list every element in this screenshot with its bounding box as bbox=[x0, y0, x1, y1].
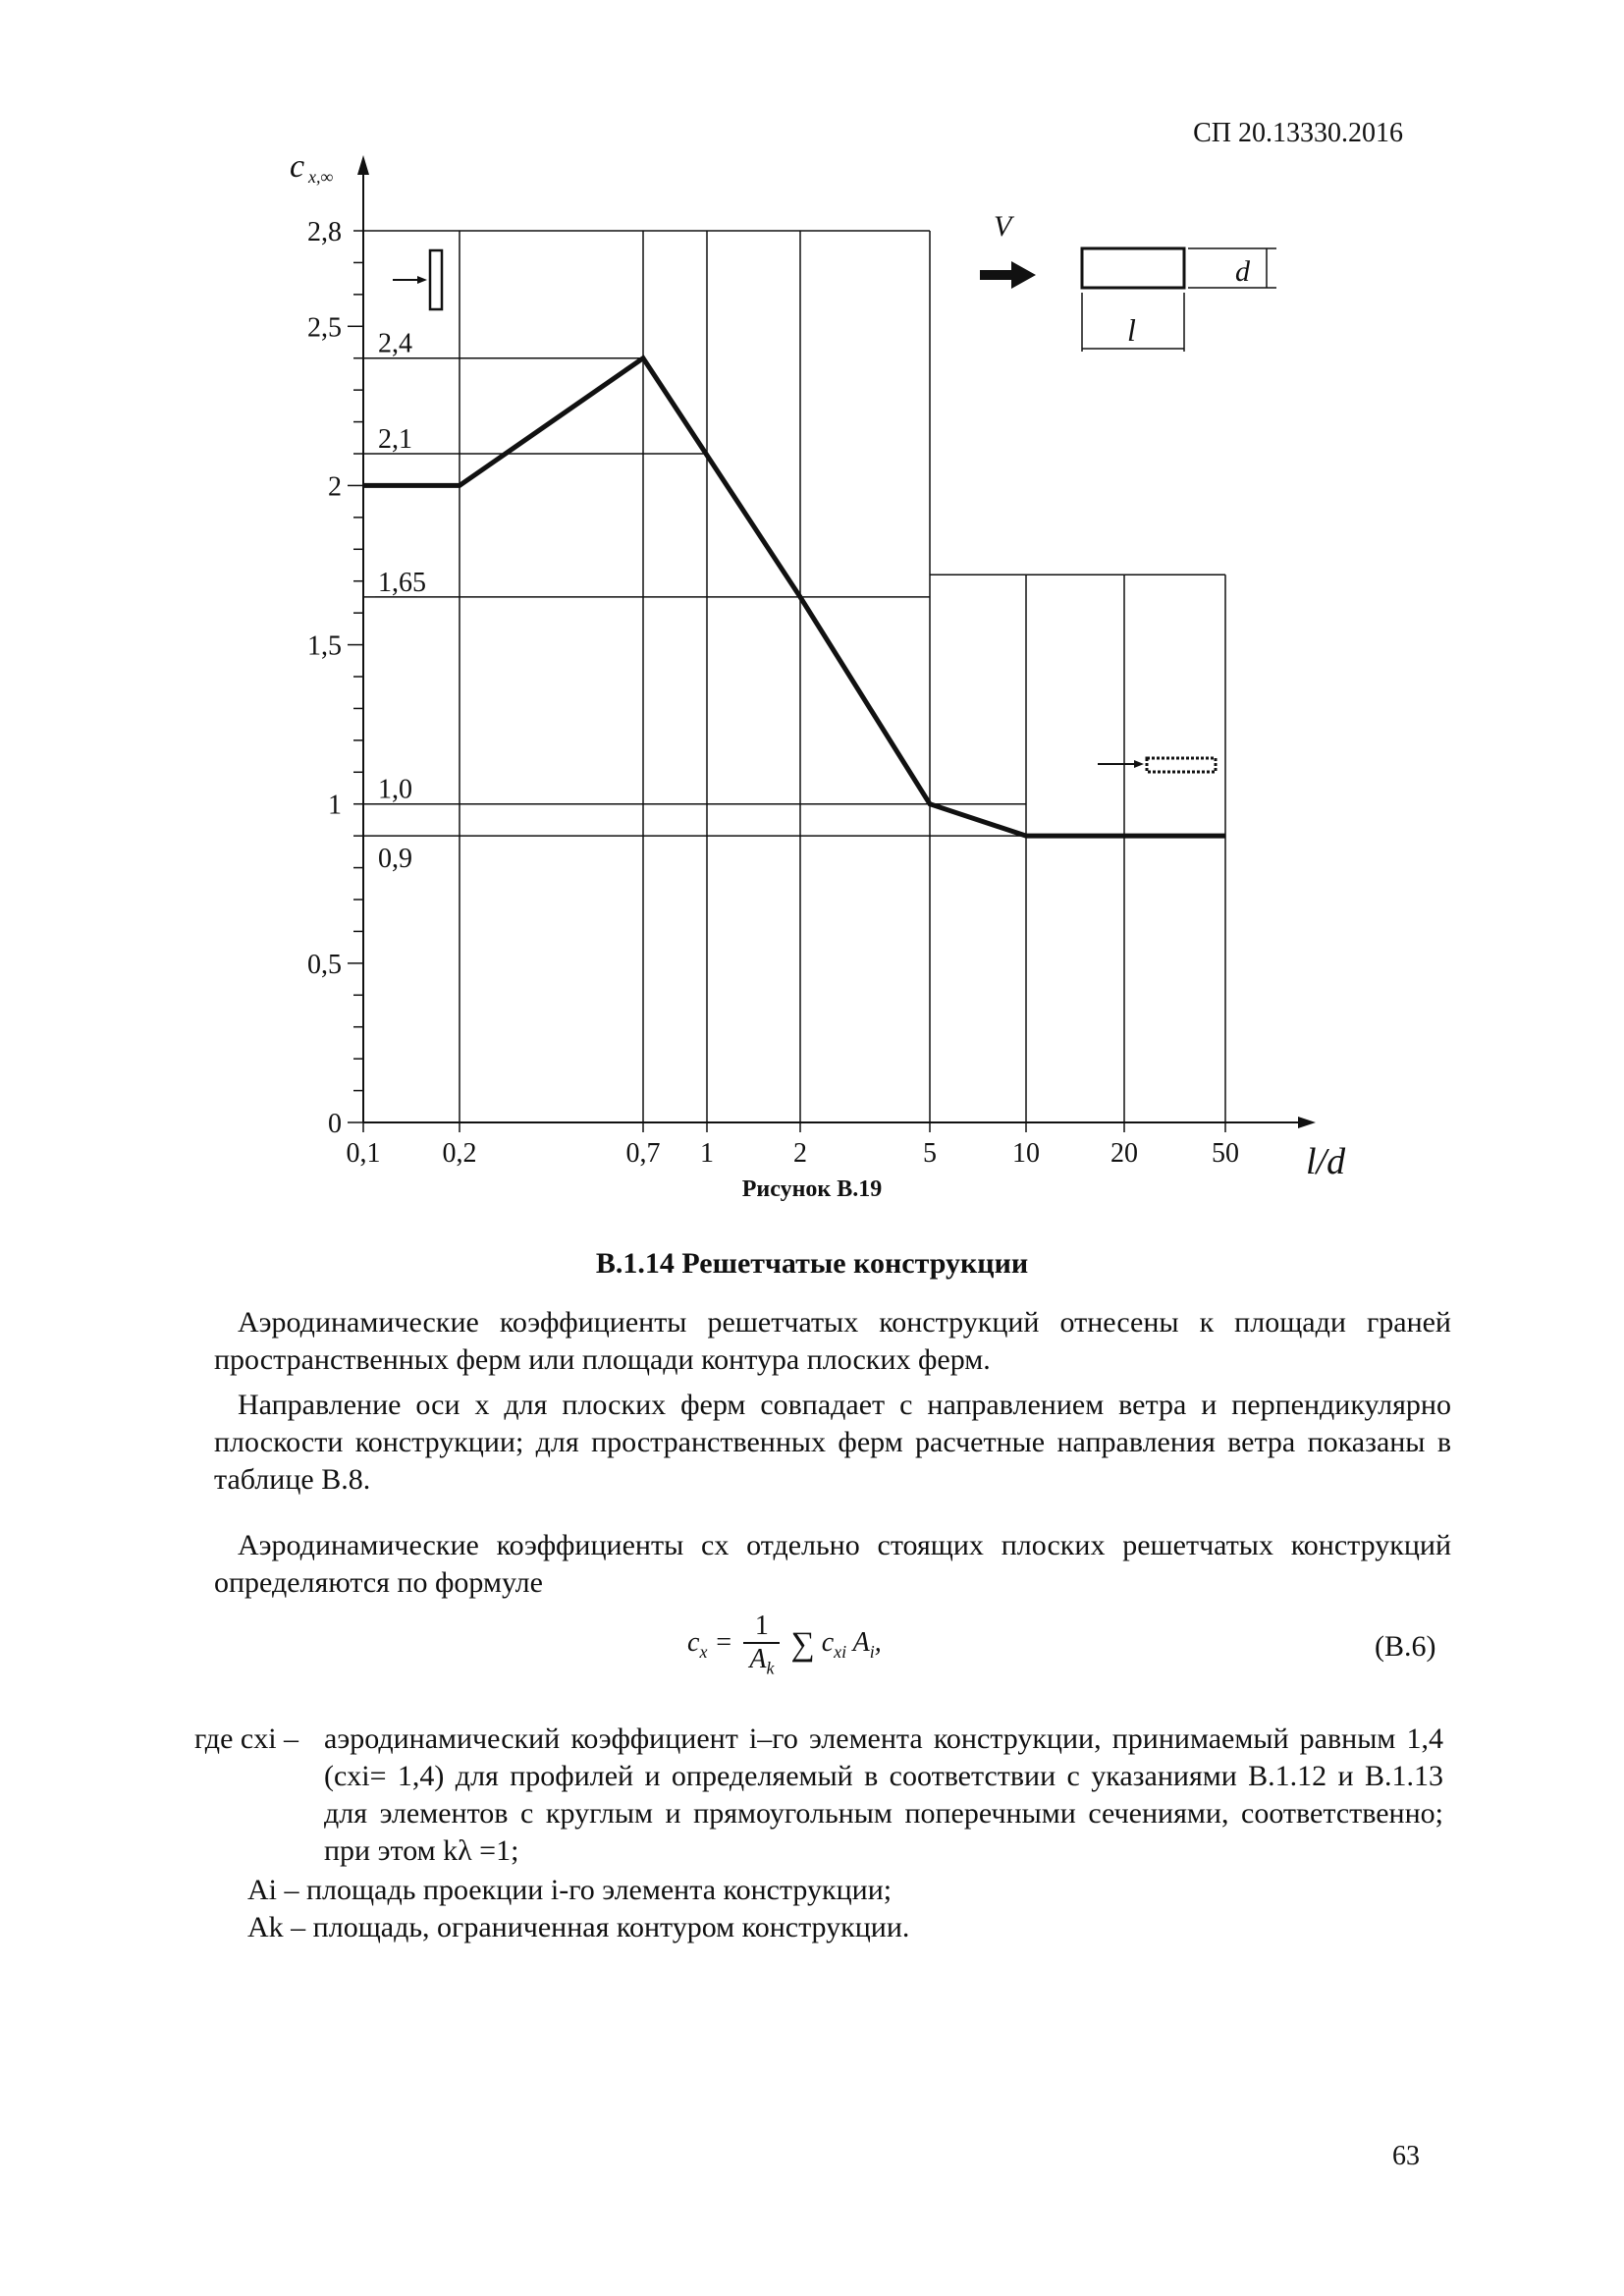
y-tick-label: 2 bbox=[328, 471, 342, 503]
definition-cxi bbox=[194, 1721, 1453, 1870]
value-label: 2,1 bbox=[378, 424, 412, 455]
x-tick-label: 5 bbox=[923, 1138, 937, 1169]
chart-labels bbox=[290, 148, 1346, 1178]
y-tick-label: 2,5 bbox=[307, 312, 342, 344]
x-tick-label: 0,2 bbox=[442, 1138, 477, 1169]
x-tick-label: 0,7 bbox=[625, 1138, 661, 1169]
value-label: 1,65 bbox=[378, 567, 426, 598]
x-tick-label: 20 bbox=[1110, 1138, 1138, 1169]
wind-arrow-head-icon bbox=[1134, 760, 1144, 768]
paragraph-2: Направление оси x для плоских ферм совпадает с направлением ветра и перпендикулярно плоскости конструкции; для пространственных ферм расчетные направления ветра показаны в таблице В.8. bbox=[214, 1389, 1451, 1496]
value-label: 0,9 bbox=[378, 844, 412, 875]
section-title: В.1.14 Решетчатые конструкции bbox=[595, 1247, 1029, 1280]
vertical-plate-icon bbox=[430, 250, 442, 309]
definition-term: где cxi – bbox=[194, 1722, 299, 1755]
chart-marks bbox=[363, 248, 1276, 836]
y-tick-label: 2,8 bbox=[307, 217, 342, 247]
x-tick-label: 2 bbox=[793, 1138, 807, 1169]
sum-symbol: ∑ bbox=[790, 1625, 815, 1663]
formula-fraction: $\frac{1}{A_k}$ bbox=[743, 1611, 780, 1679]
velocity-label: V bbox=[994, 210, 1012, 243]
wind-arrow-head-icon bbox=[417, 276, 427, 284]
x-tick-label: 0,1 bbox=[346, 1138, 381, 1169]
x-tick-label: 10 bbox=[1012, 1138, 1040, 1169]
x-tick-label: 50 bbox=[1212, 1138, 1239, 1169]
dim-l-label: l bbox=[1127, 312, 1136, 348]
y-tick-label: 0 bbox=[328, 1109, 342, 1139]
y-tick-label: 1 bbox=[328, 790, 342, 821]
page-number: 63 bbox=[1392, 2141, 1420, 2171]
formula-lhs: c bbox=[687, 1627, 700, 1659]
value-label: 2,4 bbox=[378, 328, 412, 359]
value-label: 1,0 bbox=[378, 774, 412, 805]
paragraph-1: Аэродинамические коэффициенты решетчатых конструкций отнесены к площади граней пространственных ферм или площади контура плоских ферм. bbox=[214, 1306, 1451, 1376]
x-axis-label: l/d bbox=[1306, 1141, 1346, 1178]
document-code: СП 20.13330.2016 bbox=[1193, 118, 1403, 148]
paragraph-3: Аэродинамические коэффициенты cx отдельно стоящих плоских решетчатых конструкций определяются по формуле bbox=[214, 1529, 1451, 1599]
velocity-arrow-icon bbox=[980, 261, 1036, 289]
y-tick-label: 1,5 bbox=[307, 630, 342, 662]
dim-d-label: d bbox=[1235, 255, 1250, 288]
y-axis-arrow bbox=[357, 155, 369, 175]
formula-b6: $c_x$ = $\frac{1}{A_k}$ ∑ $c_{xi}$ $A_i$, bbox=[687, 1611, 882, 1678]
y-axis-sub: x,∞ bbox=[308, 167, 334, 187]
equation-number: (В.6) bbox=[1375, 1630, 1436, 1663]
y-tick-label: 0,5 bbox=[307, 949, 342, 980]
y-axis-label: c bbox=[290, 148, 305, 185]
section-rect-icon bbox=[1082, 248, 1184, 288]
x-axis-arrow bbox=[1298, 1117, 1316, 1128]
definition-ai: Ai – площадь проекции i-го элемента конструкции; bbox=[247, 1874, 893, 1906]
definition-ak: Ak – площадь, ограниченная контуром конструкции. bbox=[247, 1911, 910, 1943]
horizontal-plate-icon bbox=[1147, 758, 1216, 772]
aerodynamic-coefficient-chart bbox=[265, 147, 1394, 1178]
figure-caption: Рисунок В.19 bbox=[741, 1176, 883, 1202]
definition-text: аэродинамический коэффициент i–го элемента конструкции, принимаемый равным 1,4 (cxi= 1,4) для профилей и определяемый в соответствии с указаниями В.1.12 и В.1.13 для элементов с круглым и прямоугольным поперечными сечениями, соответственно; при этом kλ =1; bbox=[324, 1722, 1443, 1867]
x-tick-label: 1 bbox=[700, 1138, 714, 1169]
